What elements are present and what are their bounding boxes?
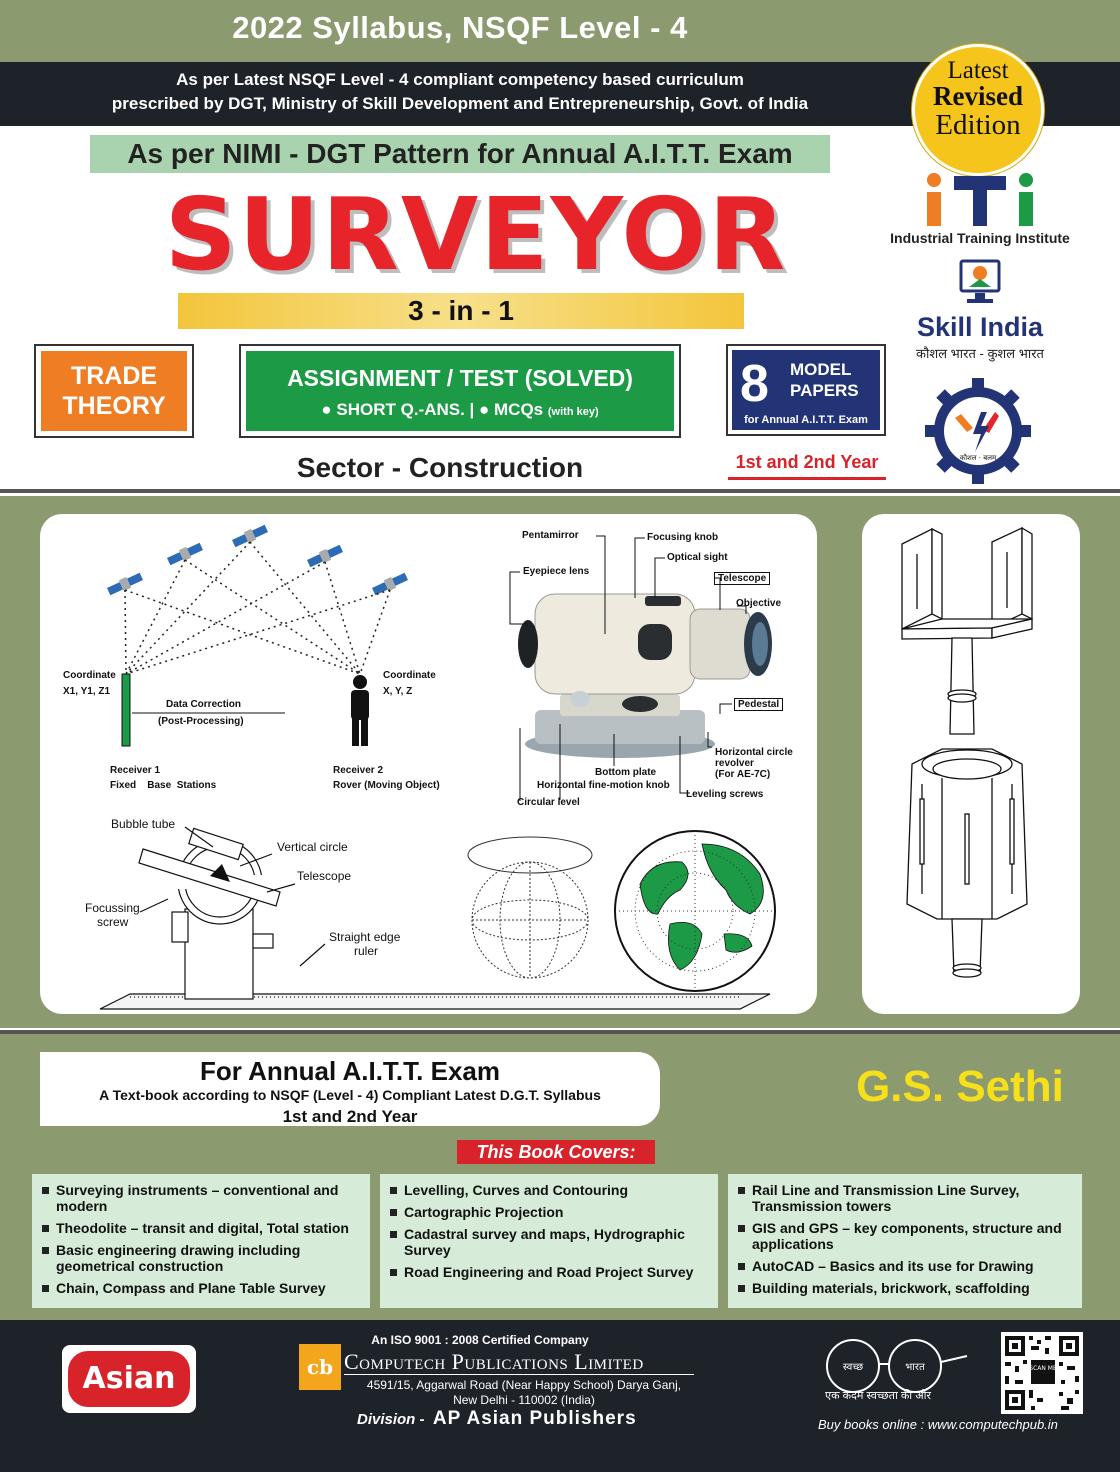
globe-projection-illustration	[468, 837, 592, 978]
telescope-label: Telescope	[714, 572, 770, 585]
address-line-1: 4591/15, Aggarwal Road (Near Happy School) Darya Ganj,	[366, 1378, 682, 1392]
author-name: G.S. Sethi	[856, 1062, 1064, 1111]
trade-line-2: THEORY	[62, 392, 166, 420]
iti-caption: Industrial Training Institute	[890, 230, 1070, 246]
vertical-circle-label: Vertical circle	[277, 840, 348, 854]
covers-item: Road Engineering and Road Project Survey	[390, 1264, 708, 1280]
covers-column-3	[728, 1174, 1082, 1308]
octagonal-part	[907, 749, 1027, 977]
model-line-3: for Annual A.I.T.T. Exam	[744, 414, 868, 426]
qr-code-icon	[1001, 1332, 1083, 1414]
pentamirror-label: Pentamirror	[522, 530, 579, 541]
covers-item: Rail Line and Transmission Line Survey, Transmission towers	[738, 1182, 1072, 1214]
swachh-tagline: एक कदम स्वच्छता की ओर	[825, 1390, 931, 1402]
book-title: SURVEYOR	[164, 176, 788, 293]
swachh-left-text: स्वच्छ	[842, 1362, 864, 1373]
receiver-1-label: Receiver 1	[110, 765, 161, 776]
annual-exam-box	[40, 1052, 660, 1126]
optical-sight-label: Optical sight	[667, 552, 728, 563]
covers-item: Surveying instruments – conventional and modern	[42, 1182, 360, 1214]
post-processing-label: (Post-Processing)	[158, 716, 244, 727]
screw-label: screw	[97, 915, 129, 929]
qr-scan-me-text: SCAN ME	[1029, 1365, 1057, 1372]
exam-pattern-banner: As per NIMI - DGT Pattern for Annual A.I.T.T. Exam	[90, 135, 830, 173]
receiver-2-desc: Rover (Moving Object)	[333, 780, 440, 791]
covers-item: AutoCAD – Basics and its use for Drawing	[738, 1258, 1072, 1274]
annual-year: 1st and 2nd Year	[282, 1107, 418, 1126]
rover-person-icon	[351, 675, 369, 746]
receiver-1-desc: Fixed Base Stations	[110, 780, 217, 791]
assignment-box	[239, 344, 681, 438]
iti-logo	[920, 172, 1040, 228]
sector-label: Sector - Construction	[296, 452, 584, 483]
skill-india-icon	[955, 255, 1005, 307]
model-papers-box	[726, 344, 886, 436]
straight-edge-label: Straight edge	[329, 930, 401, 944]
book-covers-label: This Book Covers:	[457, 1140, 655, 1164]
objective-label: Objective	[736, 598, 782, 609]
left-coordinate-title: Coordinate	[63, 670, 116, 681]
model-line-2: PAPERS	[790, 381, 859, 400]
curriculum-line-2: prescribed by DGT, Ministry of Skill Development and Entrepreneurship, Govt. of India	[111, 94, 809, 113]
world-map-globe	[615, 831, 775, 991]
receiver-2-label: Receiver 2	[333, 765, 384, 776]
division-publisher: AP Asian Publishers	[432, 1408, 637, 1429]
edition-badge	[912, 44, 1044, 176]
covers-item: Cartographic Projection	[390, 1204, 708, 1220]
badge-line-3: Edition	[935, 109, 1021, 141]
revolver-label: revolver	[715, 758, 754, 769]
computech-logo-icon	[299, 1344, 341, 1390]
trade-line-1: TRADE	[70, 362, 158, 390]
curriculum-line-1: As per Latest NSQF Level - 4 compliant competency based curriculum	[176, 70, 744, 89]
covers-item: Cadastral survey and maps, Hydrographic Survey	[390, 1226, 708, 1258]
trade-theory-box	[34, 344, 194, 438]
covers-item: Levelling, Curves and Contouring	[390, 1182, 708, 1198]
leveling-screws-label: Leveling screws	[686, 789, 764, 800]
right-coordinate-values: X, Y, Z	[383, 686, 413, 697]
cross-head-part	[902, 528, 1032, 734]
asian-logo-text: Asian	[68, 1351, 190, 1407]
covers-item: Chain, Compass and Plane Table Survey	[42, 1280, 360, 1296]
badge-line-1: Latest	[947, 57, 1009, 84]
skill-india-tagline: कौशल भारत - कुशल भारत	[916, 346, 1044, 361]
auto-level-illustration	[518, 594, 772, 758]
base-station-pole	[122, 674, 130, 746]
syllabus-title: 2022 Syllabus, NSQF Level - 4	[232, 10, 688, 45]
model-papers-count: 8	[740, 355, 769, 413]
covers-item: Basic engineering drawing including geometrical construction	[42, 1242, 360, 1274]
book-subtitle: 3 - in - 1	[178, 293, 744, 329]
model-line-1: MODEL	[790, 360, 852, 379]
right-coordinate-title: Coordinate	[383, 670, 436, 681]
fine-motion-knob-label: Horizontal fine-motion knob	[537, 780, 670, 791]
ae7c-label: (For AE-7C)	[715, 769, 771, 780]
data-correction-label: Data Correction	[166, 699, 242, 710]
annual-title: For Annual A.I.T.T. Exam	[199, 1056, 500, 1086]
eyepiece-lens-label: Eyepiece lens	[523, 566, 590, 577]
pedestal-label: Pedestal	[734, 698, 783, 711]
isometric-parts-svg	[862, 514, 1080, 1014]
year-label: 1st and 2nd Year	[735, 452, 879, 472]
skill-india-title: Skill India	[916, 312, 1044, 342]
circular-level-label: Circular level	[517, 797, 580, 808]
covers-column-2	[380, 1174, 718, 1308]
address-line-2: New Delhi - 110002 (India)	[453, 1393, 595, 1407]
bottom-plate-label: Bottom plate	[595, 767, 657, 778]
left-coordinate-values: X1, Y1, Z1	[63, 686, 111, 697]
gear-caption: कौशल · बलम	[959, 454, 997, 462]
ruler-label: ruler	[354, 944, 379, 958]
bubble-tube-label: Bubble tube	[111, 817, 176, 831]
swachh-right-text: भारत	[905, 1362, 925, 1373]
company-name: Computech Publications Limited	[344, 1349, 644, 1374]
covers-item: GIS and GPS – key components, structure and applications	[738, 1220, 1072, 1252]
covers-column-1	[32, 1174, 370, 1308]
kaushal-gear-icon	[925, 378, 1031, 484]
assignment-title: ASSIGNMENT / TEST (SOLVED)	[287, 365, 633, 391]
badge-line-2: Revised	[933, 81, 1023, 111]
horizontal-circle-label: Horizontal circle	[715, 747, 793, 758]
year-underline	[728, 477, 886, 480]
covers-item: Building materials, brickwork, scaffolding	[738, 1280, 1072, 1296]
asian-logo	[62, 1345, 196, 1413]
focusing-knob-label: Focusing knob	[647, 532, 719, 543]
company-underline	[344, 1374, 694, 1375]
buy-online-text: Buy books online : www.computechpub.in	[818, 1417, 1058, 1432]
side-illustration-panel	[862, 514, 1080, 1014]
annual-description: A Text-book according to NSQF (Level - 4) Compliant Latest D.G.T. Syllabus	[99, 1087, 601, 1103]
focussing-label: Focussing	[85, 901, 140, 915]
division-line: Division - AP Asian Publishers	[357, 1408, 637, 1429]
satellites-group	[106, 523, 409, 597]
illustrations-svg	[40, 514, 817, 1014]
svg-text:cb: cb	[306, 1355, 334, 1379]
iso-certification: An ISO 9001 : 2008 Certified Company	[371, 1333, 589, 1347]
signal-lines	[125, 542, 390, 674]
telescope-clino-label: Telescope	[297, 869, 352, 883]
covers-item: Theodolite – transit and digital, Total station	[42, 1220, 360, 1236]
divider-top	[0, 489, 1120, 493]
illustration-panel	[40, 514, 817, 1014]
assignment-items: ● SHORT Q.-ANS. | ● MCQs (with key)	[321, 400, 599, 419]
